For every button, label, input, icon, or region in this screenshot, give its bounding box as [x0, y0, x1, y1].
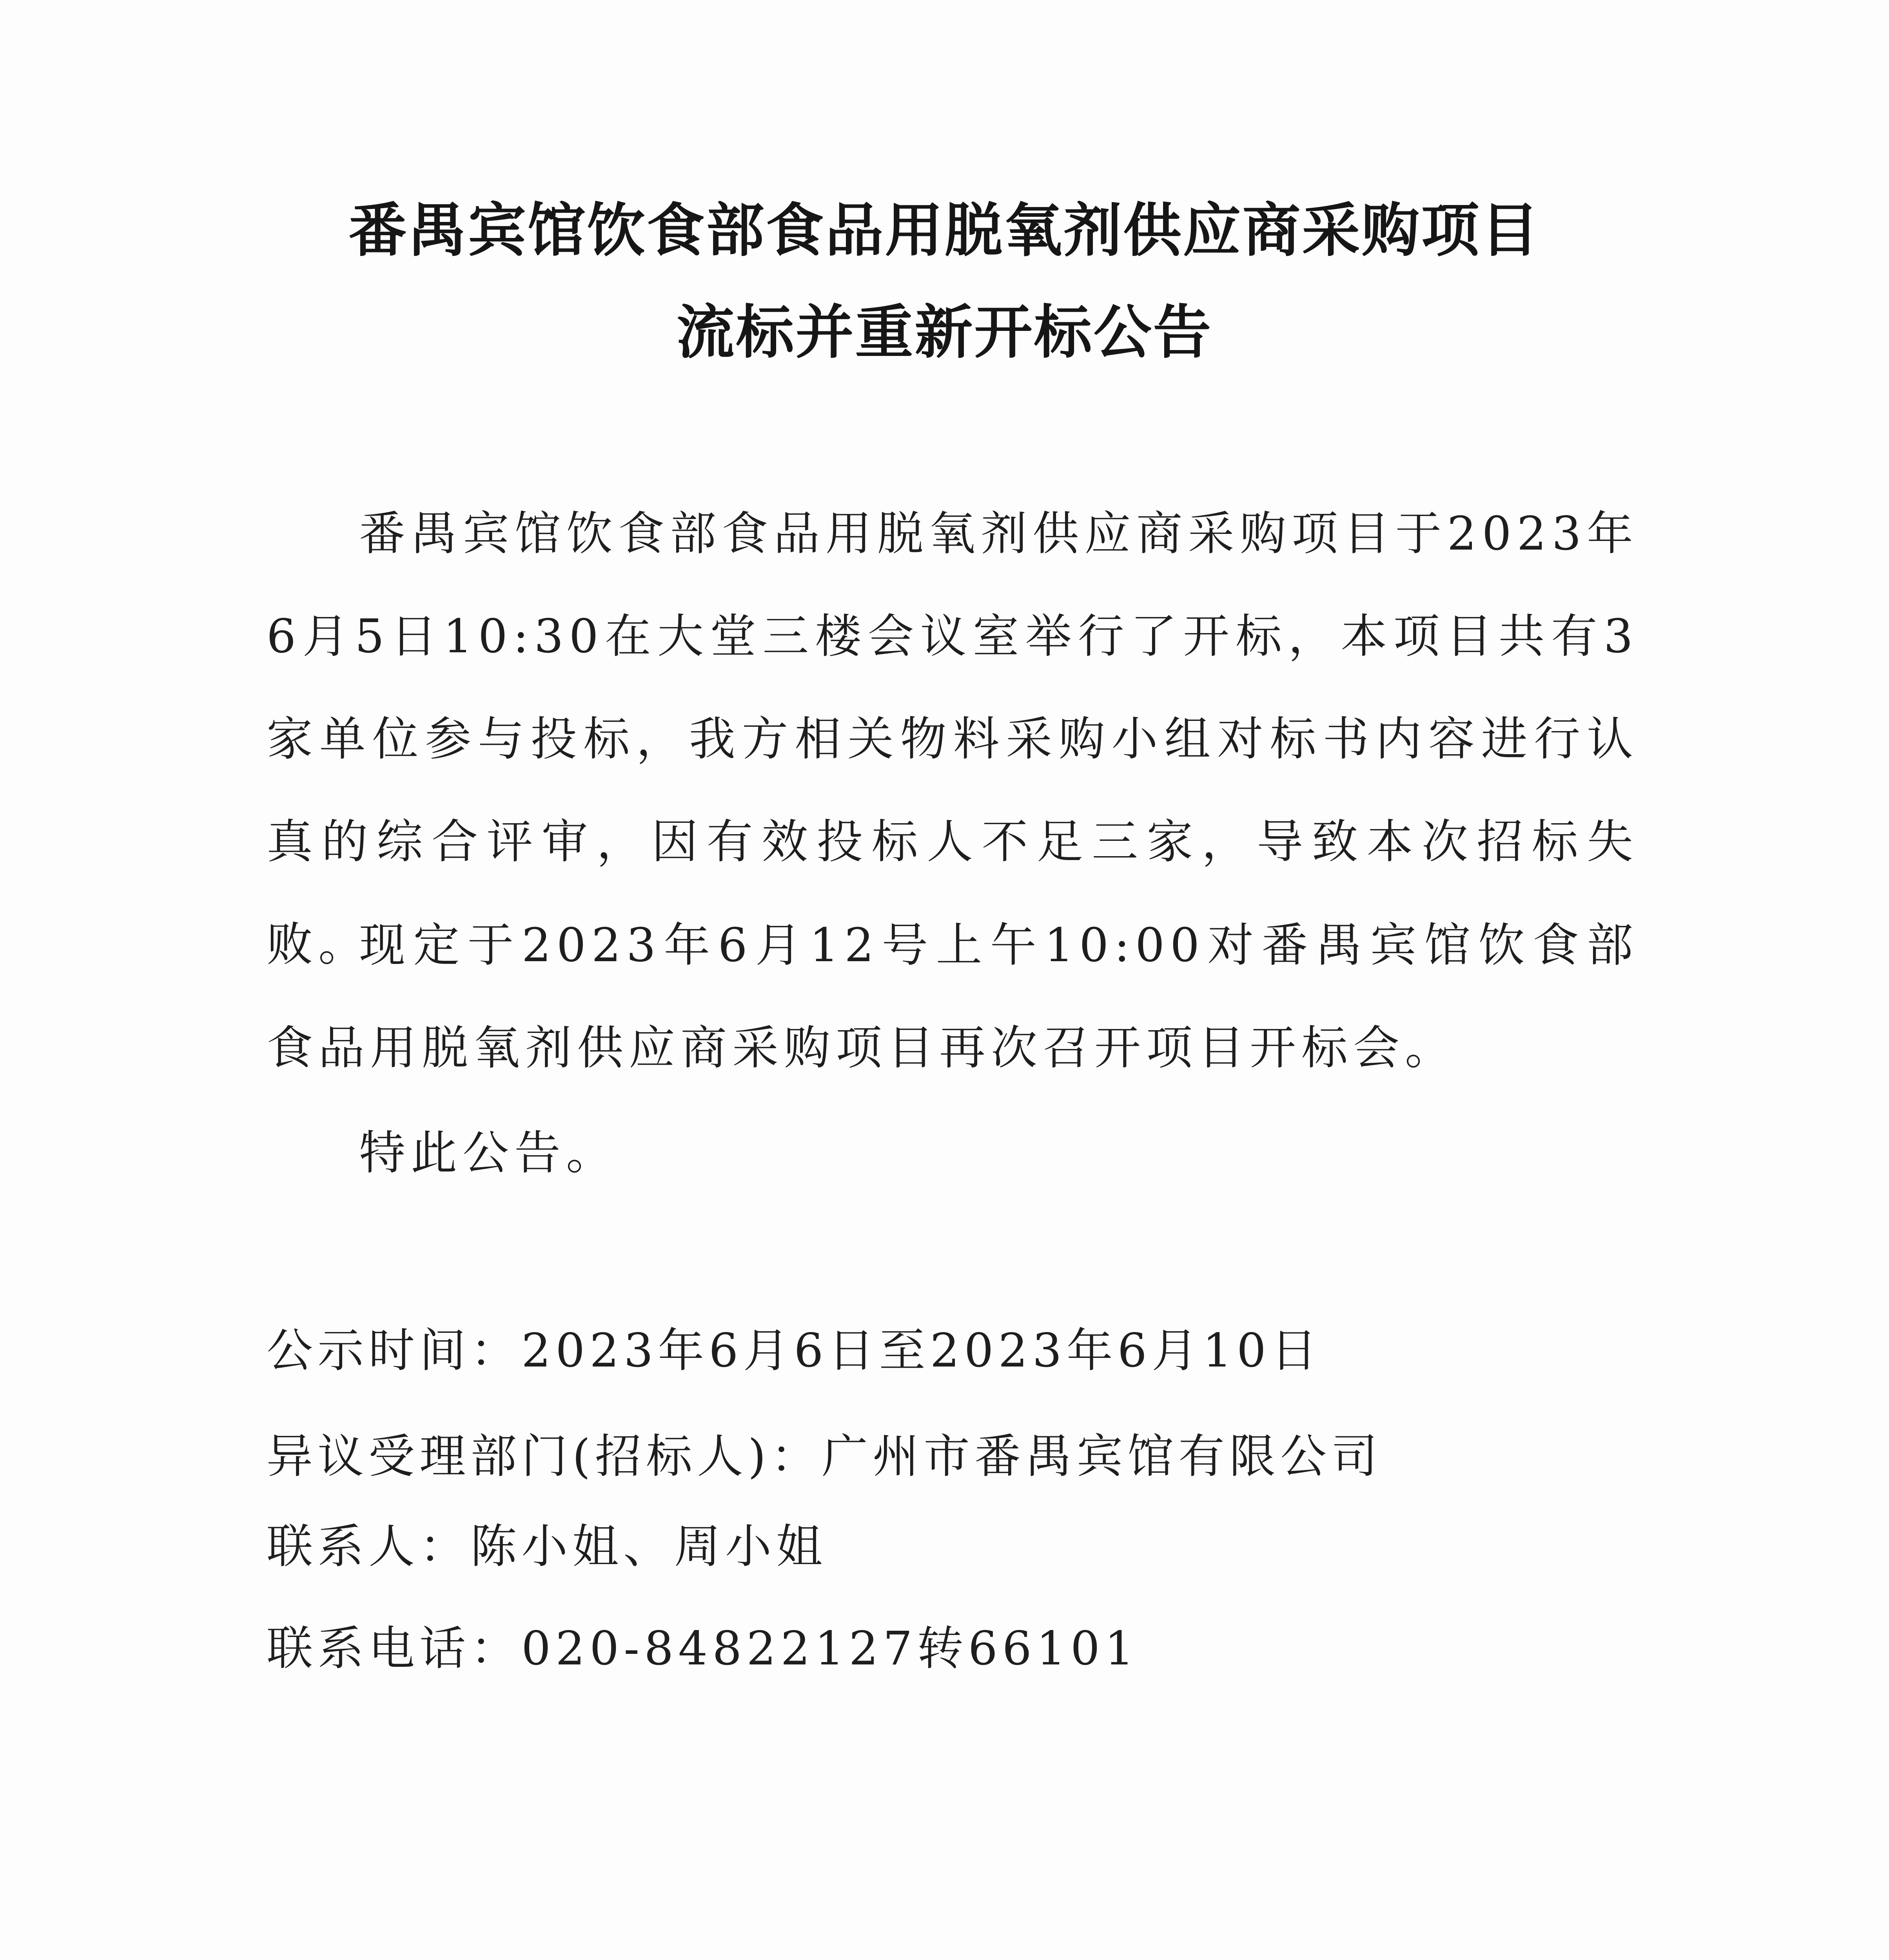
- body-paragraph-3: [267, 1102, 1639, 1204]
- body-paragraph-2: [267, 894, 1639, 1099]
- objection-department: 异议受理部门(招标人)：广州市番禺宾馆有限公司: [267, 1429, 1383, 1483]
- contact-person: 联系人：陈小姐、周小姐: [267, 1519, 827, 1573]
- paragraph-text: 现定于2023年6月12号上午10:00对番禺宾馆饮食部食品用脱氧剂供应商采购项目再次召开项目开标会。: [267, 918, 1639, 1075]
- publicity-period: 公示时间：2023年6月6日至2023年6月10日: [267, 1323, 1322, 1377]
- contact-phone: 联系电话：020-84822127转66101: [267, 1621, 1139, 1675]
- paragraph-text: 番禺宾馆饮食部食品用脱氧剂供应商采购项目于2023年6月5日10:30在大堂三楼会议室举行了开标，本项目共有3家单位参与投标，我方相关物料采购小组对标书内容进行认真的综合评审，因有效投标人不足三家，导致本次招标失败。: [267, 506, 1639, 971]
- document-title-line-2: 流标并重新开标公告: [676, 298, 1213, 366]
- document-title-line-1: 番禺宾馆饮食部食品用脱氧剂供应商采购项目: [348, 196, 1541, 264]
- paragraph-text: 特此公告。: [359, 1126, 618, 1180]
